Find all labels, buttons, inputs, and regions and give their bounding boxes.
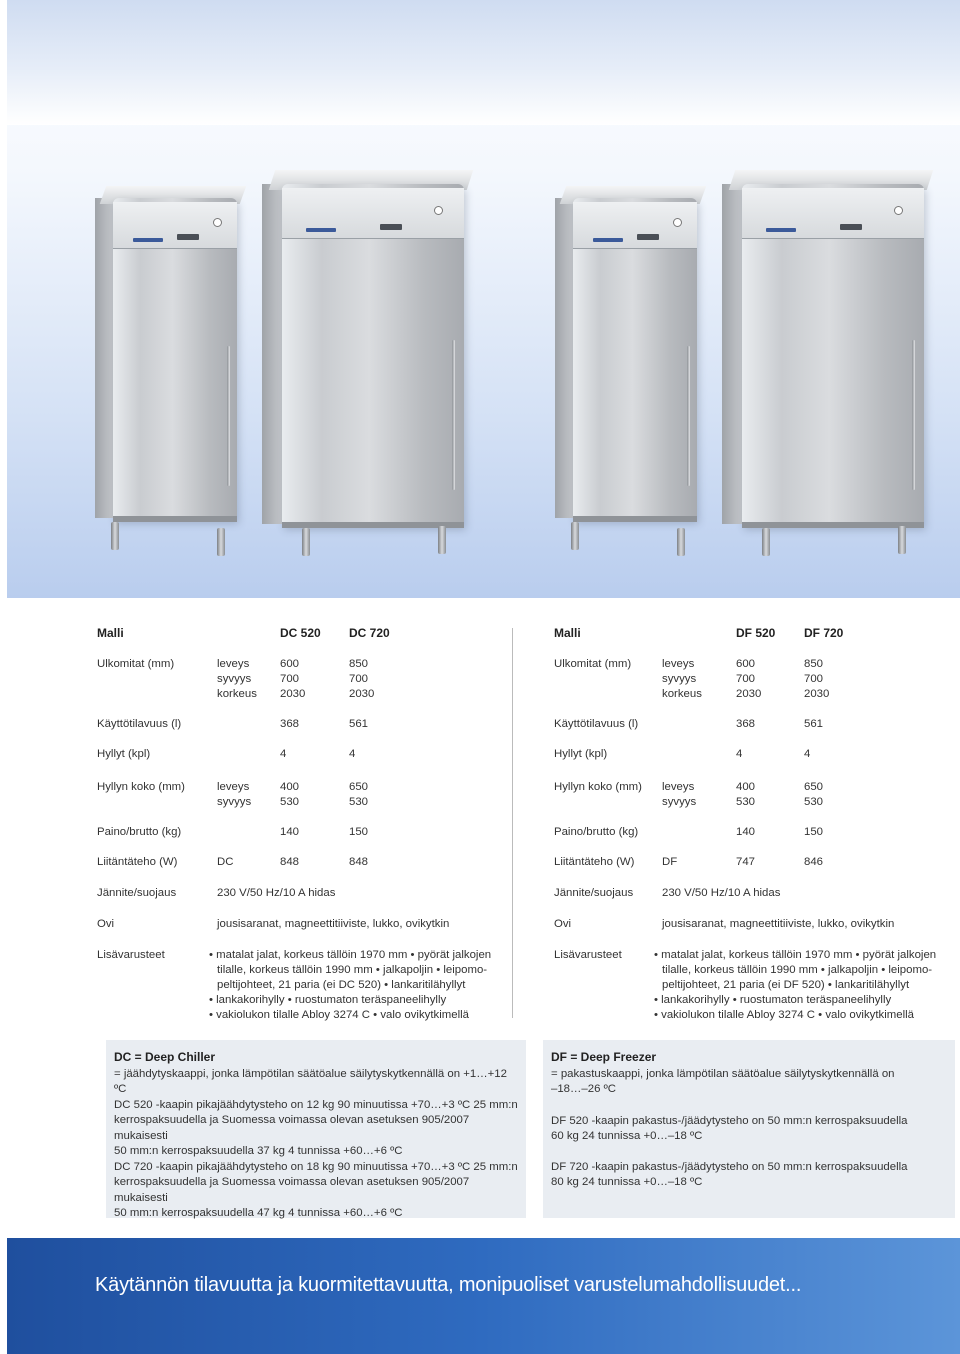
- brand-logo: [593, 238, 623, 242]
- notes-title: DC = Deep Chiller: [114, 1050, 216, 1064]
- extras-line: tilalle, korkeus tällöin 1990 mm • jalkapoljin • leipomo-: [662, 964, 933, 976]
- sub-label: DF: [662, 856, 678, 868]
- value: 600: [736, 658, 756, 670]
- notes-deep-chiller: [106, 1040, 526, 1218]
- value: 150: [804, 826, 824, 838]
- value: 530: [736, 796, 756, 808]
- sub-label: syvyys: [662, 673, 697, 685]
- value: 700: [349, 673, 369, 685]
- footer-slogan: Käytännön tilavuutta ja kuormitettavuutta, monipuoliset varustelumahdollisuudet...: [95, 1274, 802, 1296]
- extras-line: • matalat jalat, korkeus tällöin 1970 mm • pyörät jalkojen: [209, 949, 492, 961]
- value: 2030: [804, 688, 830, 700]
- row-label: Paino/brutto (kg): [554, 826, 639, 838]
- control-display: [637, 234, 659, 240]
- value: 530: [280, 796, 300, 808]
- row-label: Paino/brutto (kg): [97, 826, 182, 838]
- cabinet-image-df-520: [555, 186, 705, 566]
- control-display: [177, 234, 199, 240]
- value: 850: [804, 658, 824, 670]
- extras-line: peltijohteet, 21 paria (ei DC 520) • lankaritilähyllyt: [217, 979, 466, 991]
- door-handle: [912, 340, 915, 490]
- brand-logo: [766, 228, 796, 232]
- extras-line: • lankakorihylly • ruostumaton teräspaneelihylly: [209, 994, 447, 1006]
- sub-label: korkeus: [662, 688, 702, 700]
- notes-line: DF 720 -kaapin pakastus-/jäädytysteho on 50 mm:n kerrospaksuudella: [551, 1161, 908, 1173]
- value: 846: [804, 856, 824, 868]
- value: jousisaranat, magneettitiiviste, lukko, ovikytkin: [662, 918, 895, 930]
- cabinet-image-dc-720: [262, 170, 472, 565]
- notes-line: DC 720 -kaapin pikajäähdytysteho on 18 kg 90 minuutissa +70…+3 ºC 25 mm:n: [114, 1161, 518, 1173]
- control-display: [840, 224, 862, 230]
- row-label: Jännite/suojaus: [554, 887, 634, 899]
- value: 230 V/50 Hz/10 A hidas: [662, 887, 781, 899]
- sub-label: syvyys: [662, 796, 697, 808]
- sub-label: DC: [217, 856, 234, 868]
- sub-label: syvyys: [217, 796, 252, 808]
- product-photo-banner: [7, 0, 960, 598]
- extras-line: peltijohteet, 21 paria (ei DF 520) • lankaritilähyllyt: [662, 979, 910, 991]
- row-label: Lisävarusteet: [97, 949, 165, 961]
- value: 4: [280, 748, 287, 760]
- value: 4: [804, 748, 811, 760]
- notes-line: kerrospaksuudella ja Suomessa voimassa olevan asetuksen 905/2007 mukaisesti: [114, 1114, 470, 1142]
- notes-line: 50 mm:n kerrospaksuudella 37 kg 4 tunnissa +60…+6 ºC: [114, 1144, 403, 1157]
- control-knob: [434, 206, 443, 215]
- model-label: Malli: [554, 626, 581, 640]
- value: 400: [736, 781, 756, 793]
- row-label: Ulkomitat (mm): [97, 658, 175, 670]
- row-label: Käyttötilavuus (l): [554, 718, 639, 730]
- notes-line: 60 kg 24 tunnissa +0…–18 ºC: [551, 1130, 703, 1143]
- extras-line: • vakiolukon tilalle Abloy 3274 C • valo ovikytkimellä: [209, 1009, 469, 1021]
- value: 368: [280, 718, 300, 730]
- value: 850: [349, 658, 369, 670]
- brand-logo: [306, 228, 336, 232]
- notes-deep-freezer: [543, 1040, 955, 1218]
- notes-title: DF = Deep Freezer: [551, 1050, 657, 1064]
- door-handle: [227, 346, 230, 486]
- sub-label: leveys: [217, 658, 250, 670]
- control-knob: [673, 218, 682, 227]
- model-name: DC 720: [349, 626, 390, 640]
- control-knob: [894, 206, 903, 215]
- model-label: Malli: [97, 626, 124, 640]
- value: 2030: [349, 688, 375, 700]
- value: 700: [280, 673, 300, 685]
- extras-line: • lankakorihylly • ruostumaton teräspaneelihylly: [654, 994, 892, 1006]
- column-divider: [512, 628, 513, 1018]
- row-label: Hyllyn koko (mm): [97, 781, 185, 793]
- cabinet-image-dc-520: [95, 186, 245, 566]
- notes-line: 50 mm:n kerrospaksuudella 47 kg 4 tunnissa +60…+6 ºC: [114, 1206, 403, 1219]
- value: 848: [349, 856, 369, 868]
- notes-line: DF 520 -kaapin pakastus-/jäädytysteho on 50 mm:n kerrospaksuudella: [551, 1115, 908, 1127]
- row-label: Lisävarusteet: [554, 949, 622, 961]
- row-label: Hyllyn koko (mm): [554, 781, 642, 793]
- row-label: Ulkomitat (mm): [554, 658, 632, 670]
- sub-label: korkeus: [217, 688, 257, 700]
- row-label: Hyllyt (kpl): [554, 748, 608, 760]
- row-label: Hyllyt (kpl): [97, 748, 151, 760]
- sub-label: syvyys: [217, 673, 252, 685]
- spec-table-dc: [97, 626, 517, 1026]
- model-name: DF 520: [736, 626, 776, 640]
- value: 700: [804, 673, 824, 685]
- extras-line: • vakiolukon tilalle Abloy 3274 C • valo ovikytkimellä: [654, 1009, 914, 1021]
- sub-label: leveys: [662, 658, 695, 670]
- value: 848: [280, 856, 300, 868]
- control-display: [380, 224, 402, 230]
- value: 150: [349, 826, 369, 838]
- row-label: Liitäntäteho (W): [554, 856, 635, 868]
- value: 561: [804, 718, 824, 730]
- value: 4: [349, 748, 356, 760]
- notes-line: kerrospaksuudella ja Suomessa voimassa olevan asetuksen 905/2007 mukaisesti: [114, 1176, 470, 1204]
- row-label: Ovi: [97, 918, 115, 930]
- row-label: Liitäntäteho (W): [97, 856, 178, 868]
- notes-line: –18…–26 ºC: [551, 1083, 616, 1096]
- value: 140: [736, 826, 756, 838]
- footer-banner: [7, 1238, 960, 1354]
- value: 600: [280, 658, 300, 670]
- control-knob: [213, 218, 222, 227]
- value: 140: [280, 826, 300, 838]
- banner-top-band: [7, 0, 960, 125]
- door-handle: [452, 340, 455, 490]
- sub-label: leveys: [217, 781, 250, 793]
- cabinet-image-df-720: [722, 170, 932, 565]
- door-handle: [687, 346, 690, 486]
- value: 530: [349, 796, 369, 808]
- extras-line: • matalat jalat, korkeus tällöin 1970 mm • pyörät jalkojen: [654, 949, 937, 961]
- value: 650: [804, 781, 824, 793]
- value: jousisaranat, magneettitiiviste, lukko, ovikytkin: [217, 918, 450, 930]
- value: 400: [280, 781, 300, 793]
- value: 700: [736, 673, 756, 685]
- value: 2030: [736, 688, 762, 700]
- notes-line: 80 kg 24 tunnissa +0…–18 ºC: [551, 1176, 703, 1189]
- row-label: Käyttötilavuus (l): [97, 718, 182, 730]
- notes-line: = pakastuskaappi, jonka lämpötilan säätöalue säilytyskytkennällä on: [551, 1068, 895, 1080]
- model-name: DF 720: [804, 626, 844, 640]
- extras-line: tilalle, korkeus tällöin 1990 mm • jalkapoljin • leipomo-: [217, 964, 488, 976]
- value: 368: [736, 718, 756, 730]
- value: 747: [736, 856, 756, 868]
- row-label: Jännite/suojaus: [97, 887, 177, 899]
- value: 561: [349, 718, 369, 730]
- value: 230 V/50 Hz/10 A hidas: [217, 887, 336, 899]
- sub-label: leveys: [662, 781, 695, 793]
- model-name: DC 520: [280, 626, 321, 640]
- notes-line: DC 520 -kaapin pikajäähdytysteho on 12 kg 90 minuutissa +70…+3 ºC 25 mm:n: [114, 1099, 518, 1111]
- value: 2030: [280, 688, 306, 700]
- value: 650: [349, 781, 369, 793]
- spec-table-df: [554, 626, 954, 1026]
- value: 530: [804, 796, 824, 808]
- row-label: Ovi: [554, 918, 572, 930]
- notes-line: = jäähdytyskaappi, jonka lämpötilan säätöalue säilytyskytkennällä on +1…+12 ºC: [114, 1068, 507, 1096]
- brand-logo: [133, 238, 163, 242]
- value: 4: [736, 748, 743, 760]
